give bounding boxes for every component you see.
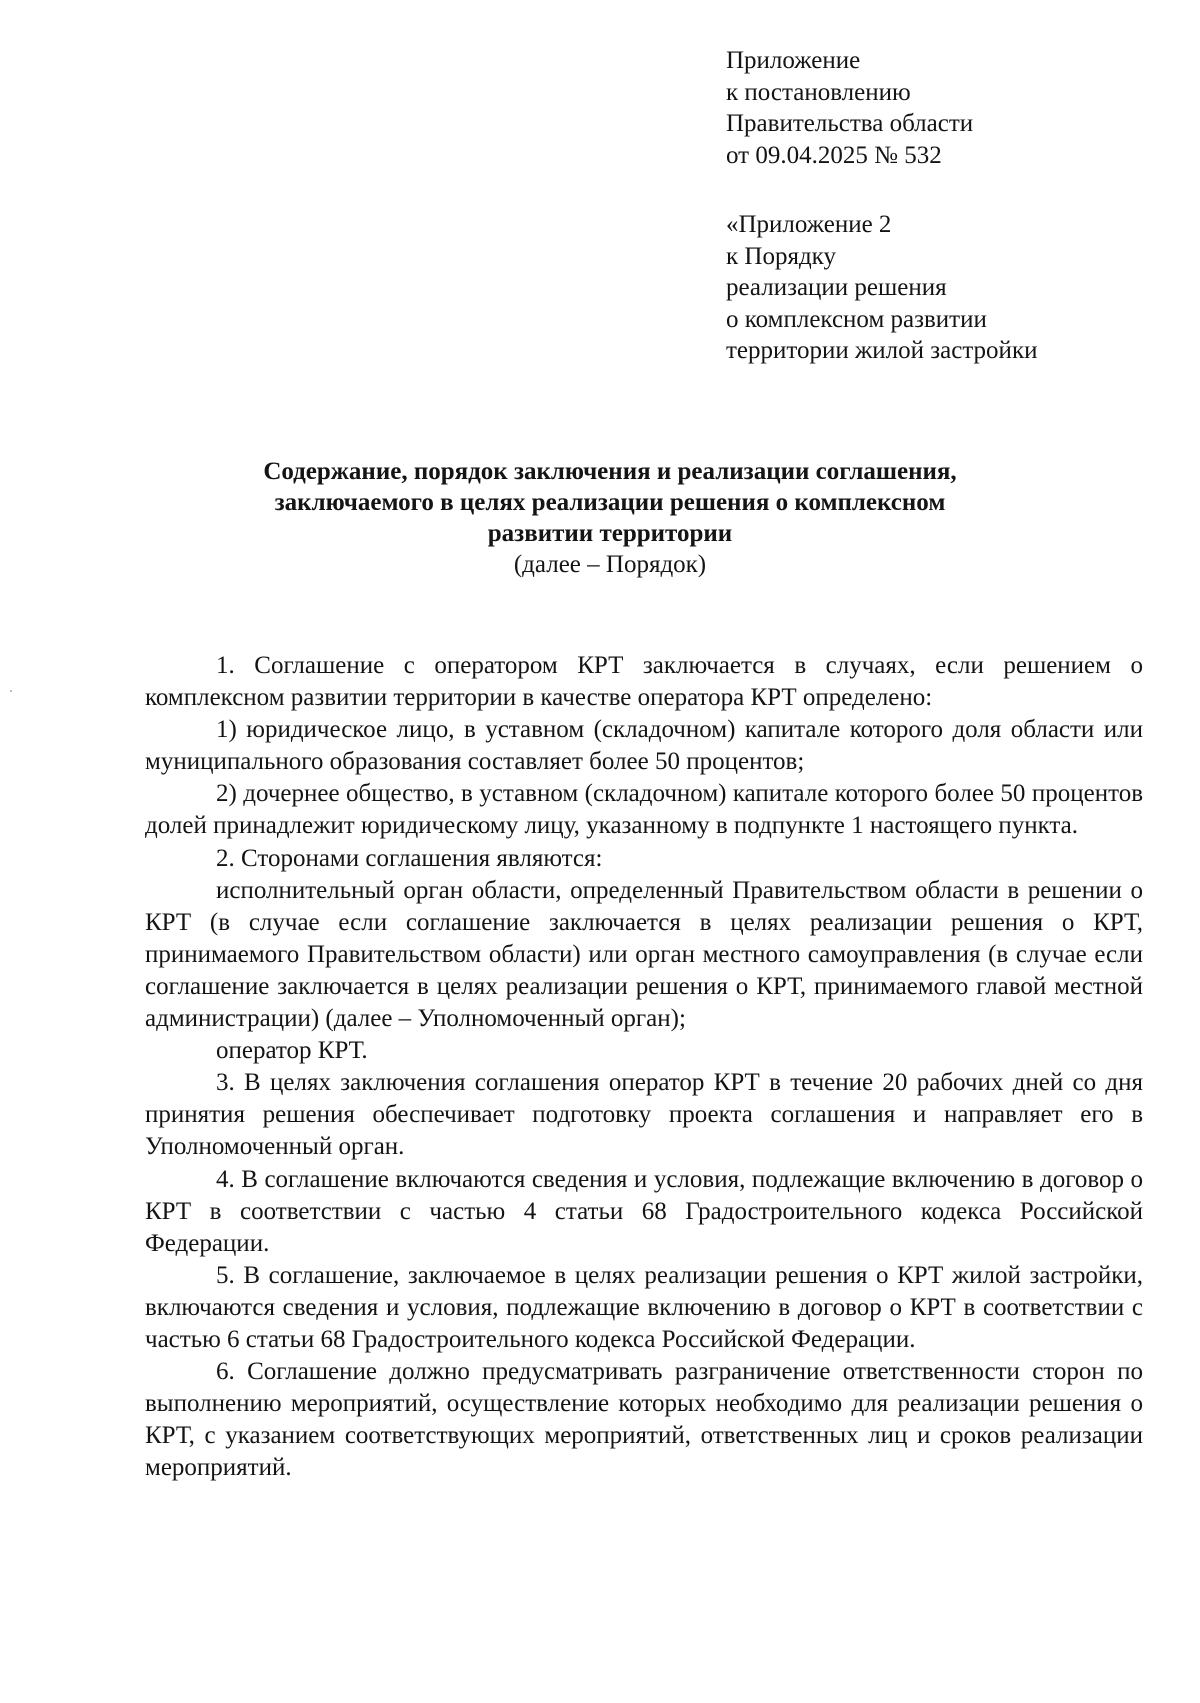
appendix-main-header	[726, 45, 1166, 171]
paragraph-1-item-2: 2) дочернее общество, в уставном (складочном) капитале которого более 50 процентов долей принадлежит юридическому лицу, указанному в подпункте 1 настоящего пункта.	[145, 780, 1143, 840]
paragraph-6: 6. Соглашение должно предусматривать разграничение ответственности сторон по выполнению мероприятий, осуществление которых необходимо для реализации решения о КРТ, с указанием соответствующих мероприятий, ответственных лиц и сроков реализации мероприятий.	[145, 1358, 1143, 1482]
appendix-main-line: Правительства области	[726, 110, 974, 137]
appendix-main-line: к постановлению	[726, 78, 911, 106]
document-body	[145, 650, 1143, 1484]
paragraph-4: 4. В соглашение включаются сведения и условия, подлежащие включению в договор о КРТ в соответствии с частью 4 статьи 68 Градостроительного кодекса Российской Федерации.	[145, 1165, 1143, 1257]
paragraph-1-item-1: 1) юридическое лицо, в уставном (складочном) капитале которого доля области или муниципального образования составляет более 50 процентов;	[145, 716, 1143, 776]
title-line: развитии территории	[487, 520, 733, 547]
appendix-main-date-number: от 09.04.2025 № 532	[726, 141, 942, 169]
appendix-secondary-header	[726, 209, 1166, 367]
paragraph-2: 2. Сторонами соглашения являются:	[216, 844, 603, 872]
paragraph-2-party-1: исполнительный орган области, определенный Правительством области в решении о КРТ (в случае если соглашение заключается в целях реализации решения о КРТ, принимаемого Правительством области) или орган местного самоуправления (в случае если соглашение заключается в целях реализации решения о КРТ, принимаемого главой местной администрации) (далее – Уполномоченный орган);	[145, 876, 1143, 1033]
appendix-secondary-line: к Порядку	[726, 242, 836, 270]
title-line: Содержание, порядок заключения и реализации соглашения,	[263, 458, 957, 485]
appendix-secondary-line: «Приложение 2	[726, 211, 892, 238]
paragraph-1: 1. Соглашение с оператором КРТ заключается в случаях, если решением о комплексном развитии территории в качестве оператора КРТ определено:	[145, 652, 1143, 712]
appendix-secondary-line: о комплексном развитии	[726, 305, 987, 333]
appendix-secondary-line: территории жилой застройки	[726, 337, 1038, 364]
title-subtitle: (далее – Порядок)	[513, 551, 707, 578]
paragraph-3: 3. В целях заключения соглашения оператор КРТ в течение 20 рабочих дней со дня принятия решения обеспечивает подготовку проекта соглашения и направляет его в Уполномоченный орган.	[145, 1069, 1143, 1161]
scan-speck	[10, 690, 12, 692]
title-line: заключаемого в целях реализации решения о комплексном	[274, 489, 946, 516]
paragraph-2-party-2: оператор КРТ.	[216, 1037, 368, 1065]
appendix-secondary-line: реализации решения	[726, 274, 947, 301]
paragraph-5: 5. В соглашение, заключаемое в целях реализации решения о КРТ жилой застройки, включаются сведения и условия, подлежащие включению в договор о КРТ в соответствии с частью 6 статьи 68 Градостроительного кодекса Российской Федерации.	[145, 1261, 1143, 1353]
appendix-main-line: Приложение	[726, 47, 861, 74]
document-title	[150, 456, 1070, 580]
